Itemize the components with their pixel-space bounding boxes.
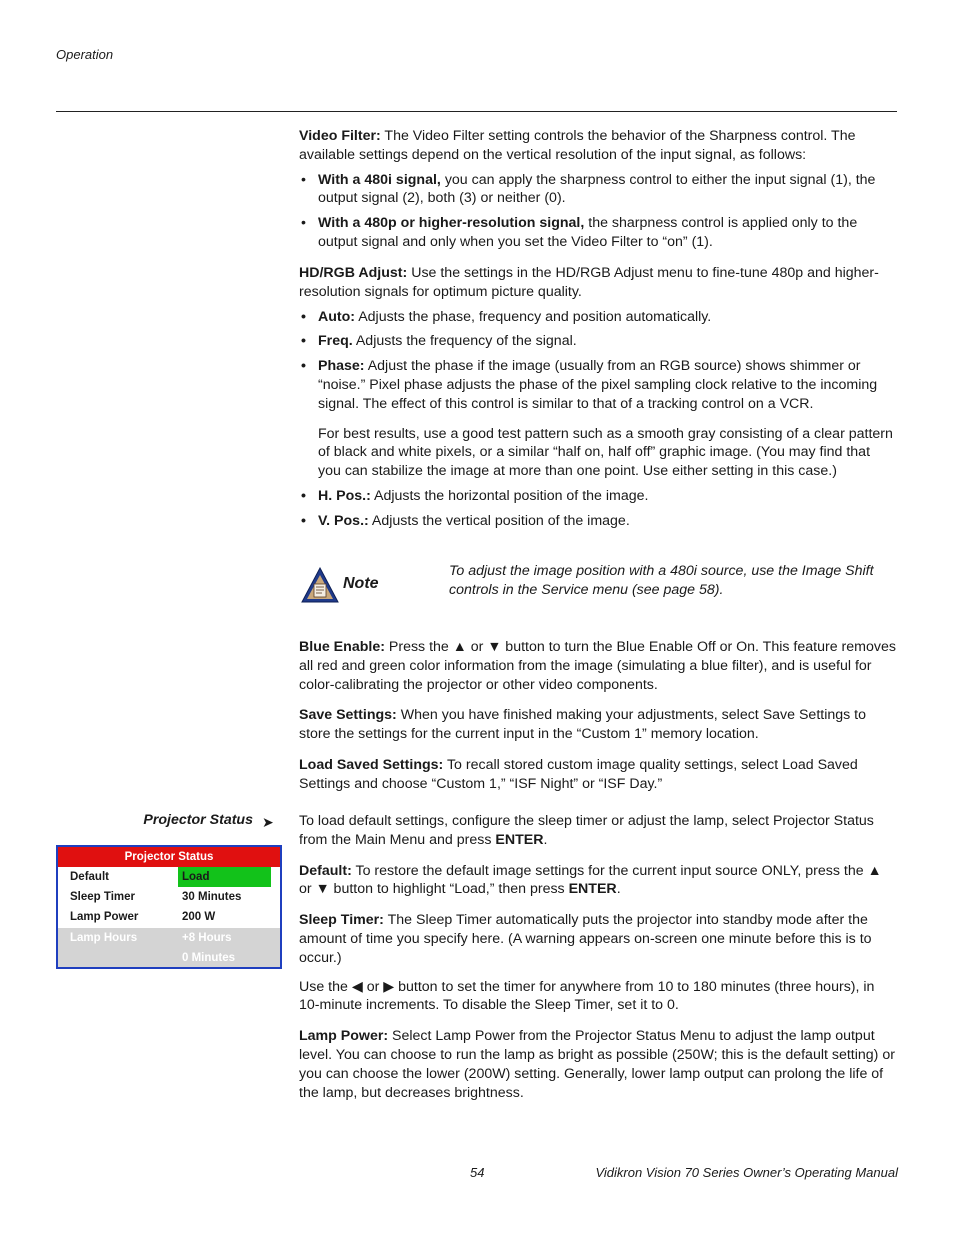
right-arrow-icon: ▶: [383, 978, 395, 995]
video-filter-section: [299, 127, 896, 252]
menu-row-lamp-power: Lamp Power 200 W: [70, 911, 216, 923]
menu-row-lamp-minutes: 0 Minutes: [182, 952, 236, 964]
note-label: Note: [343, 575, 379, 592]
list-item: • Freq. Adjusts the frequency of the signal.: [301, 333, 577, 350]
list-item: • V. Pos.: Adjusts the vertical position of the image.: [301, 512, 630, 529]
running-header: Operation: [56, 47, 114, 62]
lamp-power-paragraph: Lamp Power: Select Lamp Power from the Projector Status Menu to adjust the lamp output level. You can choose to run the lamp as bright as possible (250W; this is the default setting) or you can choose the lower (200W) setting. Generally, lower lamp output can prolong the life of the lamp, but decreases brightness.: [299, 1028, 895, 1101]
hdrgb-section: [299, 264, 896, 531]
video-filter-intro: Video Filter: The Video Filter setting controls the behavior of the Sharpness control. The available settings depend on the vertical resolution of the input signal, as follows:: [299, 128, 856, 163]
menu-row-sleep-timer: Sleep Timer 30 Minutes: [70, 891, 242, 903]
down-arrow-icon: ▼: [315, 881, 330, 898]
page-number: 54: [470, 1165, 485, 1180]
projector-status-heading: Projector Status: [143, 812, 253, 828]
menu-title: Projector Status: [58, 847, 280, 867]
save-settings-paragraph: Save Settings: When you have finished making your adjustments, select Save Settings to store the settings for the current input in the “Custom 1” memory location.: [299, 707, 867, 743]
projector-status-intro: To load default settings, configure the sleep timer or adjust the lamp, select Projector Status from the Main Menu and press ENTER.: [299, 813, 874, 848]
default-paragraph: Default: To restore the default image settings for the current input source ONLY, press the ▲ or ▼ button to highlight “Load,” then press ENTER.: [299, 862, 882, 898]
list-item: • Phase: Adjust the phase if the image (usually from an RGB source) shows shimmer or “noise.” Pixel phase adjusts the phase of the pixel sampling clock relative to the incoming signal. The effect of this control is similar to that of a tracking control on a VCR.: [301, 358, 878, 412]
manual-title: Vidikron Vision 70 Series Owner’s Operating Manual: [595, 1165, 898, 1180]
left-arrow-icon: ◀: [351, 978, 363, 995]
list-item: • With a 480p or higher-resolution signal, the sharpness control is applied only to the output signal and only when you set the Video Filter to “on” (1).: [301, 215, 858, 250]
projector-status-menu: [56, 845, 282, 969]
sleep-timer-paragraph: Sleep Timer: The Sleep Timer automatically puts the projector into standby mode after the amount of time you specify here. (A warning appears on-screen one minute before this is to occur.): [299, 912, 872, 966]
up-arrow-icon: ▲: [867, 862, 882, 879]
menu-row-lamp-hours: Lamp Hours +8 Hours: [70, 932, 232, 944]
projector-status-section: [299, 812, 896, 1102]
note-text: To adjust the image position with a 480i source, use the Image Shift controls in the Service menu (see page 58).: [449, 563, 874, 598]
warning-note-icon: [301, 567, 339, 603]
list-item: • Auto: Adjusts the phase, frequency and position automatically.: [301, 308, 712, 325]
down-arrow-icon: ▼: [487, 639, 502, 655]
list-item: • H. Pos.: Adjusts the horizontal position of the image.: [301, 487, 649, 504]
hdrgb-intro: HD/RGB Adjust: Use the settings in the HD/RGB Adjust menu to fine-tune 480p and higher-resolution signals for optimum picture quality.: [299, 265, 879, 300]
list-item: • With a 480i signal, you can apply the sharpness control to either the input signal (1), the output signal (2), both (3) or neither (0).: [301, 171, 876, 207]
menu-row-default: Default Load: [70, 871, 210, 883]
arrow-right-icon: ➤: [262, 814, 274, 830]
load-saved-paragraph: Load Saved Settings: To recall stored custom image quality settings, select Load Saved Settings and choose “Custom 1,” “ISF Night” or “ISF Day.”: [299, 756, 858, 792]
blue-enable-paragraph: Blue Enable: Press the ▲ or ▼ button to turn the Blue Enable Off or On. This feature removes all red and green color information from the image (simulating a blue filter), and is useful for color-calibrating the projector or other video components.: [299, 639, 896, 693]
blue-enable-section: [299, 638, 896, 794]
up-arrow-icon: ▲: [452, 639, 467, 655]
phase-extra-text: For best results, use a good test pattern such as a smooth gray consisting of a clear pattern of black and white pixels, or a similar “half on, half off” graphic image. (You may find that you can stabilize the image at more than one point. Use either setting in this case.): [318, 425, 893, 480]
sleep-timer-usage: Use the ◀ or ▶ button to set the timer for anywhere from 10 to 180 minutes (three hours), in 10-minute increments. To disable the Sleep Timer, set it to 0.: [299, 978, 875, 1014]
header-rule: [56, 111, 897, 112]
